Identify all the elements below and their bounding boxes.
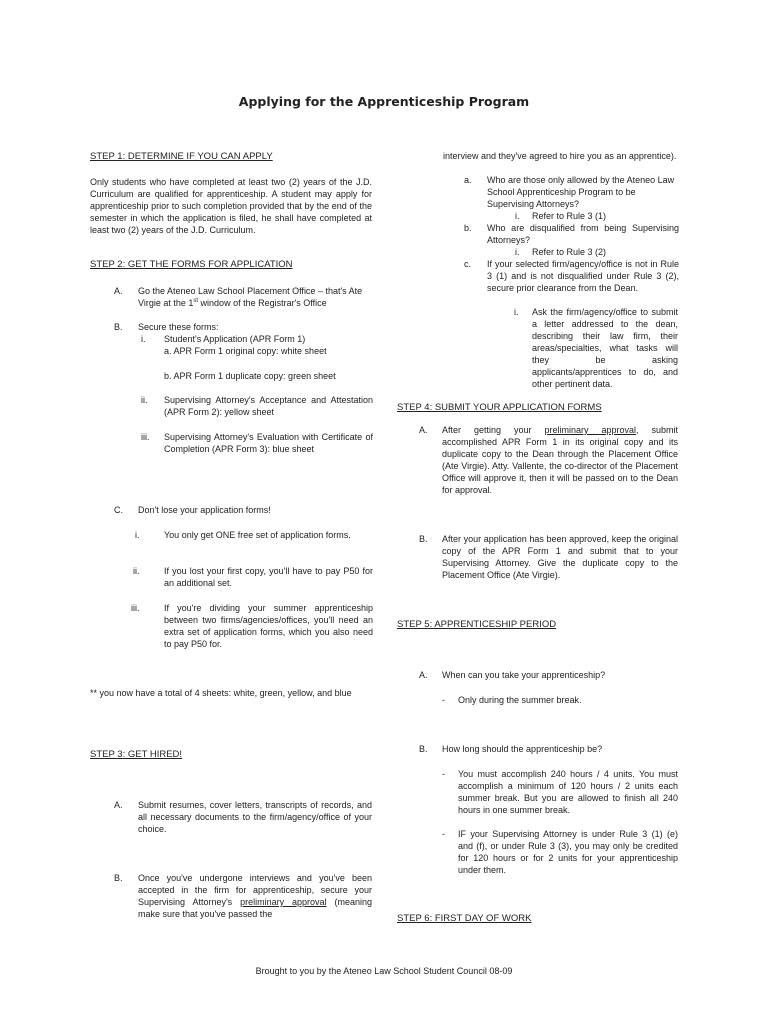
step4-b-text: After your application has been approved, keep the original copy of the APR Form 1 and submit that to your Supervising Attorney. Give the duplicate copy to the Placement Office (Ate Virgie).: [442, 534, 678, 580]
step5-a-dash: -: [442, 695, 445, 705]
step2-b-marker: B.: [114, 322, 123, 332]
footer-credit: Brought to you by the Ateneo Law School Student Council 08-09: [255, 966, 513, 976]
step5-b-answer1: You must accomplish 240 hours / 4 units. You must accomplish a minimum of 120 hours / 2 units each summer break. But you are allowed to finish all 240 hours in one summer break.: [458, 769, 678, 815]
step2-c-text: Don't lose your application forms!: [138, 505, 271, 515]
step4-heading: STEP 4: SUBMIT YOUR APPLICATION FORMS: [397, 402, 602, 413]
step2-c-marker: C.: [114, 505, 123, 515]
step2-c-iii-marker: iii.: [131, 603, 140, 613]
r-c-i-marker: i.: [514, 307, 519, 317]
step2-b-iii-marker: iii.: [141, 432, 150, 442]
step2-c-i-marker: i.: [135, 530, 140, 540]
step3-b-continued: interview and they've agreed to hire you as an apprentice).: [443, 151, 677, 161]
step3-b-marker: B.: [114, 873, 123, 883]
step2-b-text: Secure these forms:: [138, 322, 219, 332]
step2-b-ii-marker: ii.: [141, 395, 148, 405]
step2-c-i-text: You only get ONE free set of application forms.: [164, 530, 351, 540]
step2-b-iii-text: Supervising Attorney's Evaluation with Certificate of Completion (APR Form 3): blue sheet: [164, 432, 373, 454]
step2-b-i-b: b. APR Form 1 duplicate copy: green sheet: [164, 371, 336, 381]
step5-a-text: When can you take your apprenticeship?: [442, 670, 606, 680]
step2-a-marker: A.: [114, 286, 123, 296]
step1-text: Only students who have completed at least two (2) years of the J.D. Curriculum are qualified for apprenticeship. A student may apply for apprenticeship prior to such completion provided that by the end of the semester in which the application is filed, he shall have completed at least two (2) years of the J.D. Curriculum.: [90, 177, 372, 235]
r-c-text: If your selected firm/agency/office is not in Rule 3 (1) and is not disqualified under Rule 3 (2), secure prior clearance from the Dean.: [487, 259, 679, 293]
r-c-i-text: Ask the firm/agency/office to submit a letter addressed to the dean, describing their law firm, their areas/specialties, what tasks will they be asking applicants/apprentices to do, and other pertinent data.: [532, 307, 678, 389]
step2-c-ii-text: If you lost your first copy, you'll have to pay P50 for an additional set.: [164, 566, 373, 588]
step5-b-answer2: IF your Supervising Attorney is under Rule 3 (1) (e) and (f), or under Rule 3 (3), you may only be credited for 120 hours or for 2 units for your apprenticeship under them.: [458, 829, 678, 875]
step3-a-text: Submit resumes, cover letters, transcripts of records, and all necessary documents to the firm/agency/office of your choice.: [138, 800, 372, 834]
step2-b-i-a: a. APR Form 1 original copy: white sheet: [164, 346, 327, 356]
r-b-text: Who are disqualified from being Supervising Attorneys?: [487, 223, 679, 245]
step1-heading: STEP 1: DETERMINE IF YOU CAN APPLY: [90, 151, 273, 162]
step5-a-marker: A.: [419, 670, 428, 680]
step2-c-ii-marker: ii.: [133, 566, 140, 576]
step4-a-marker: A.: [419, 425, 428, 435]
step2-b-i-marker: i.: [141, 334, 146, 344]
step2-heading: STEP 2: GET THE FORMS FOR APPLICATION: [90, 259, 293, 270]
step6-heading: STEP 6: FIRST DAY OF WORK: [397, 913, 532, 924]
step5-heading: STEP 5: APPRENTICESHIP PERIOD: [397, 619, 557, 630]
r-b-marker: b.: [464, 223, 472, 233]
step2-b-ii-text: Supervising Attorney's Acceptance and Attestation (APR Form 2): yellow sheet: [164, 395, 373, 417]
step5-b-dash1: -: [442, 769, 445, 779]
document-title: Applying for the Apprenticeship Program: [238, 94, 530, 109]
step3-b-text: Once you've undergone interviews and you've been accepted in the firm for apprenticeship, secure your Supervising Attorney's preliminary approval (meaning make sure that you've passed the: [138, 873, 372, 919]
r-a-marker: a.: [464, 175, 472, 185]
step2-b-i-text: Student's Application (APR Form 1): [164, 334, 306, 344]
step5-b-dash2: -: [442, 829, 445, 839]
r-a-text: Who are those only allowed by the Ateneo Law School Apprenticeship Program to be Supervising Attorneys?: [487, 175, 675, 209]
r-b-i-text: Refer to Rule 3 (2): [532, 247, 607, 257]
step5-a-answer: Only during the summer break.: [458, 695, 582, 705]
r-a-i-marker: i.: [515, 211, 520, 221]
step5-b-text: How long should the apprenticeship be?: [442, 744, 603, 754]
step3-heading: STEP 3: GET HIRED!: [90, 749, 183, 760]
step4-a-text: After getting your preliminary approval, submit accomplished APR Form 1 in its original copy and its duplicate copy to the Dean through the Placement Office (Ate Virgie). Atty. Vallente, the co-director of the Placement Office will approve it, then it will be passed on to the Dean for approval.: [442, 425, 678, 495]
r-b-i-marker: i.: [515, 247, 520, 257]
step5-b-marker: B.: [419, 744, 428, 754]
r-a-i-text: Refer to Rule 3 (1): [532, 211, 607, 221]
step3-a-marker: A.: [114, 800, 123, 810]
step2-a-text: Go the Ateneo Law School Placement Office – that's Ate Virgie at the 1st window of the Registrar's Office: [138, 286, 363, 308]
step4-b-marker: B.: [419, 534, 428, 544]
r-c-marker: c.: [464, 259, 472, 269]
step2-c-iii-text: If you're dividing your summer apprenticeship between two firms/agencies/offices, you'll need an extra set of application forms, which you also need to pay P50 for.: [164, 603, 373, 649]
forms-note: ** you now have a total of 4 sheets: white, green, yellow, and blue: [90, 688, 352, 698]
